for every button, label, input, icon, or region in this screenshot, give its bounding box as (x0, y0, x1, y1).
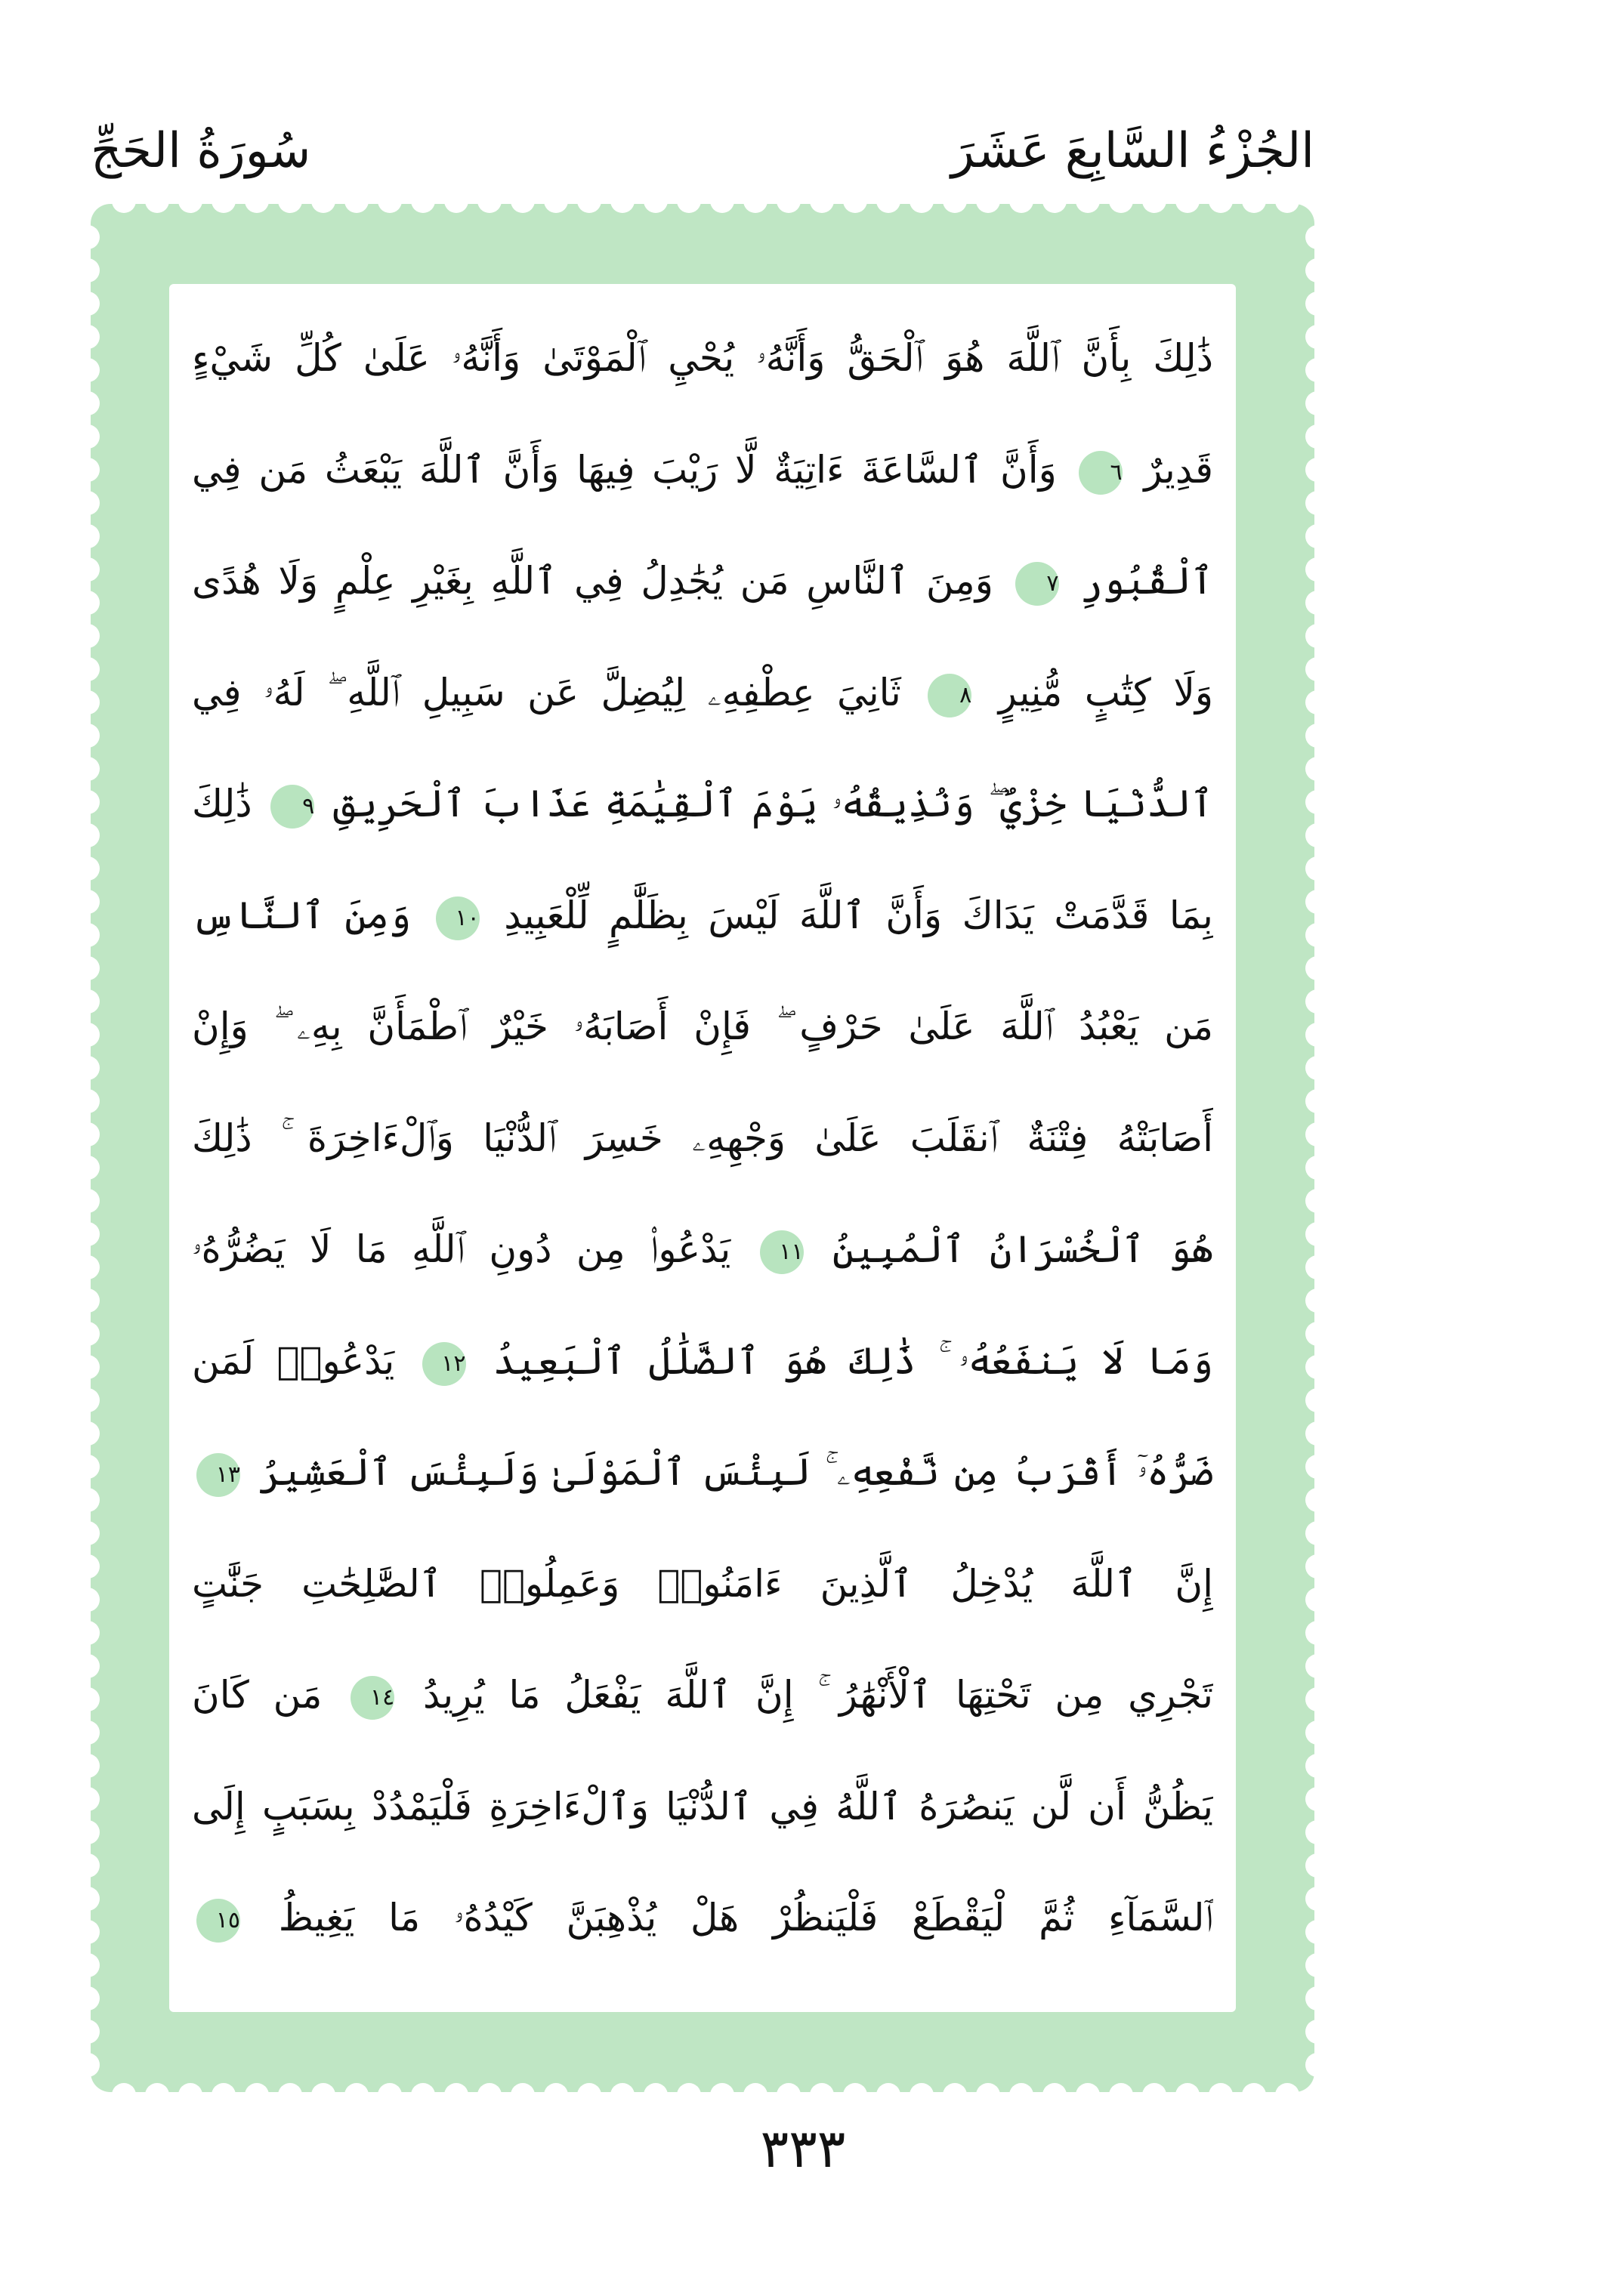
quran-text-area (169, 284, 1236, 2012)
verse-text: تَجْرِي مِن تَحْتِهَا ٱلْأَنْهَٰرُ ۚ إِنَّ ٱللَّهَ يَفْعَلُ مَا يُرِيدُ (423, 1673, 1213, 1717)
verse-line (192, 303, 1213, 415)
verse-text: ٱلسَّمَآءِ ثُمَّ لْيَقْطَعْ فَلْيَنظُرْ هَلْ يُذْهِبَنَّ كَيْدُهُۥ مَا يَغِيظُ (278, 1896, 1213, 1940)
surah-title: سُورَةُ الحَجِّ (91, 123, 311, 179)
verse-line (192, 415, 1213, 526)
ayah-number-marker: ٦ (1079, 451, 1123, 495)
juz-title: الجُزْءُ السَّابِعَ عَشَرَ (950, 123, 1314, 179)
verse-text: يَدْعُوا۟ مِن دُونِ ٱللَّهِ مَا لَا يَضُرُّهُۥ (192, 1227, 731, 1271)
verse-text: مَن كَانَ (192, 1673, 323, 1717)
verse-line (192, 1751, 1213, 1863)
verse-line (192, 1862, 1213, 1974)
page-header (91, 113, 1314, 196)
verse-text: أَصَابَتْهُ فِتْنَةٌ ٱنقَلَبَ عَلَىٰ وَجْهِهِۦ خَسِرَ ٱلدُّنْيَا وَٱلْءَاخِرَةَ ۚ ذَٰلِكَ (192, 1116, 1213, 1160)
ayah-number-marker: ٩ (270, 785, 314, 829)
verse-lines (192, 303, 1213, 1993)
ayah-number-marker: ١٥ (196, 1899, 240, 1943)
verse-text: ذَٰلِكَ (192, 782, 252, 826)
verse-text: يَدْعُوا۟ لَمَن (192, 1338, 395, 1383)
verse-line (192, 971, 1213, 1083)
page-number: ٣٣٣ (760, 2118, 846, 2180)
verse-line (192, 860, 1213, 972)
verse-text: ذَٰلِكَ بِأَنَّ ٱللَّهَ هُوَ ٱلْحَقُّ وَأَنَّهُۥ يُحْيِ ٱلْمَوْتَىٰ وَأَنَّهُۥ عَلَىٰ كُلِّ شَيْءٍ (192, 336, 1213, 380)
page-frame (91, 204, 1314, 2092)
ayah-number-marker: ١٤ (351, 1676, 394, 1720)
ayah-number-marker: ١٣ (196, 1453, 240, 1497)
verse-text: وَأَنَّ ٱلسَّاعَةَ ءَاتِيَةٌ لَّا رَيْبَ فِيهَا وَأَنَّ ٱللَّهَ يَبْعَثُ مَن فِي (192, 447, 1057, 492)
verse-line (192, 1194, 1213, 1306)
verse-line (192, 1417, 1213, 1529)
verse-text: يَظُنُّ أَن لَّن يَنصُرَهُ ٱللَّهُ فِي ٱلدُّنْيَا وَٱلْءَاخِرَةِ فَلْيَمْدُدْ بِسَبَبٍ إِلَى (192, 1784, 1213, 1828)
verse-text: قَدِيرٌ (1144, 447, 1213, 492)
verse-line (192, 748, 1213, 860)
verse-text: وَمِنَ ٱلنَّاسِ مَن يُجَٰدِلُ فِي ٱللَّهِ بِغَيْرِ عِلْمٍ وَلَا هُدًى (192, 559, 993, 603)
verse-text: وَمَا لَا يَنفَعُهُۥ ۚ ذَٰلِكَ هُوَ ٱلضَّلَٰلُ ٱلْبَعِيدُ (493, 1338, 1213, 1383)
verse-line (192, 1306, 1213, 1418)
ayah-number-marker: ٨ (928, 674, 971, 718)
ayah-number-marker: ١٢ (422, 1342, 466, 1386)
verse-text: ٱلدُّنْيَا خِزْيٌ ۖ وَنُذِيقُهُۥ يَوْمَ ٱلْقِيَٰمَةِ عَذَابَ ٱلْحَرِيقِ (332, 782, 1213, 826)
verse-line (192, 1529, 1213, 1640)
verse-text: هُوَ ٱلْخُسْرَانُ ٱلْمُبِينُ (832, 1227, 1213, 1271)
verse-text: وَمِنَ ٱلنَّاسِ (192, 893, 412, 937)
verse-text: ٱلْقُبُورِ (1080, 559, 1213, 603)
verse-line (192, 1083, 1213, 1195)
verse-text: ثَانِيَ عِطْفِهِۦ لِيُضِلَّ عَن سَبِيلِ ٱللَّهِ ۖ لَهُۥ فِي (192, 670, 901, 714)
verse-text: وَلَا كِتَٰبٍ مُّنِيرٍ (998, 670, 1213, 714)
verse-text: مَن يَعْبُدُ ٱللَّهَ عَلَىٰ حَرْفٍ ۖ فَإِنْ أَصَابَهُۥ خَيْرٌ ٱطْمَأَنَّ بِهِۦ ۖ وَإِنْ (192, 1004, 1213, 1048)
verse-line (192, 1640, 1213, 1751)
verse-text: بِمَا قَدَّمَتْ يَدَاكَ وَأَنَّ ٱللَّهَ لَيْسَ بِظَلَّٰمٍ لِّلْعَبِيدِ (504, 893, 1213, 937)
ayah-number-marker: ١١ (760, 1230, 804, 1274)
verse-line (192, 637, 1213, 749)
ayah-number-marker: ١٠ (436, 896, 480, 940)
verse-text: ضَرُّهُۥٓ أَقْرَبُ مِن نَّفْعِهِۦ ۚ لَبِئْسَ ٱلْمَوْلَىٰ وَلَبِئْسَ ٱلْعَشِيرُ (258, 1450, 1213, 1494)
verse-line (192, 526, 1213, 637)
verse-text: إِنَّ ٱللَّهَ يُدْخِلُ ٱلَّذِينَ ءَامَنُوا۟ وَعَمِلُوا۟ ٱلصَّٰلِحَٰتِ جَنَّٰتٍ (192, 1561, 1213, 1606)
ayah-number-marker: ٧ (1015, 562, 1059, 606)
